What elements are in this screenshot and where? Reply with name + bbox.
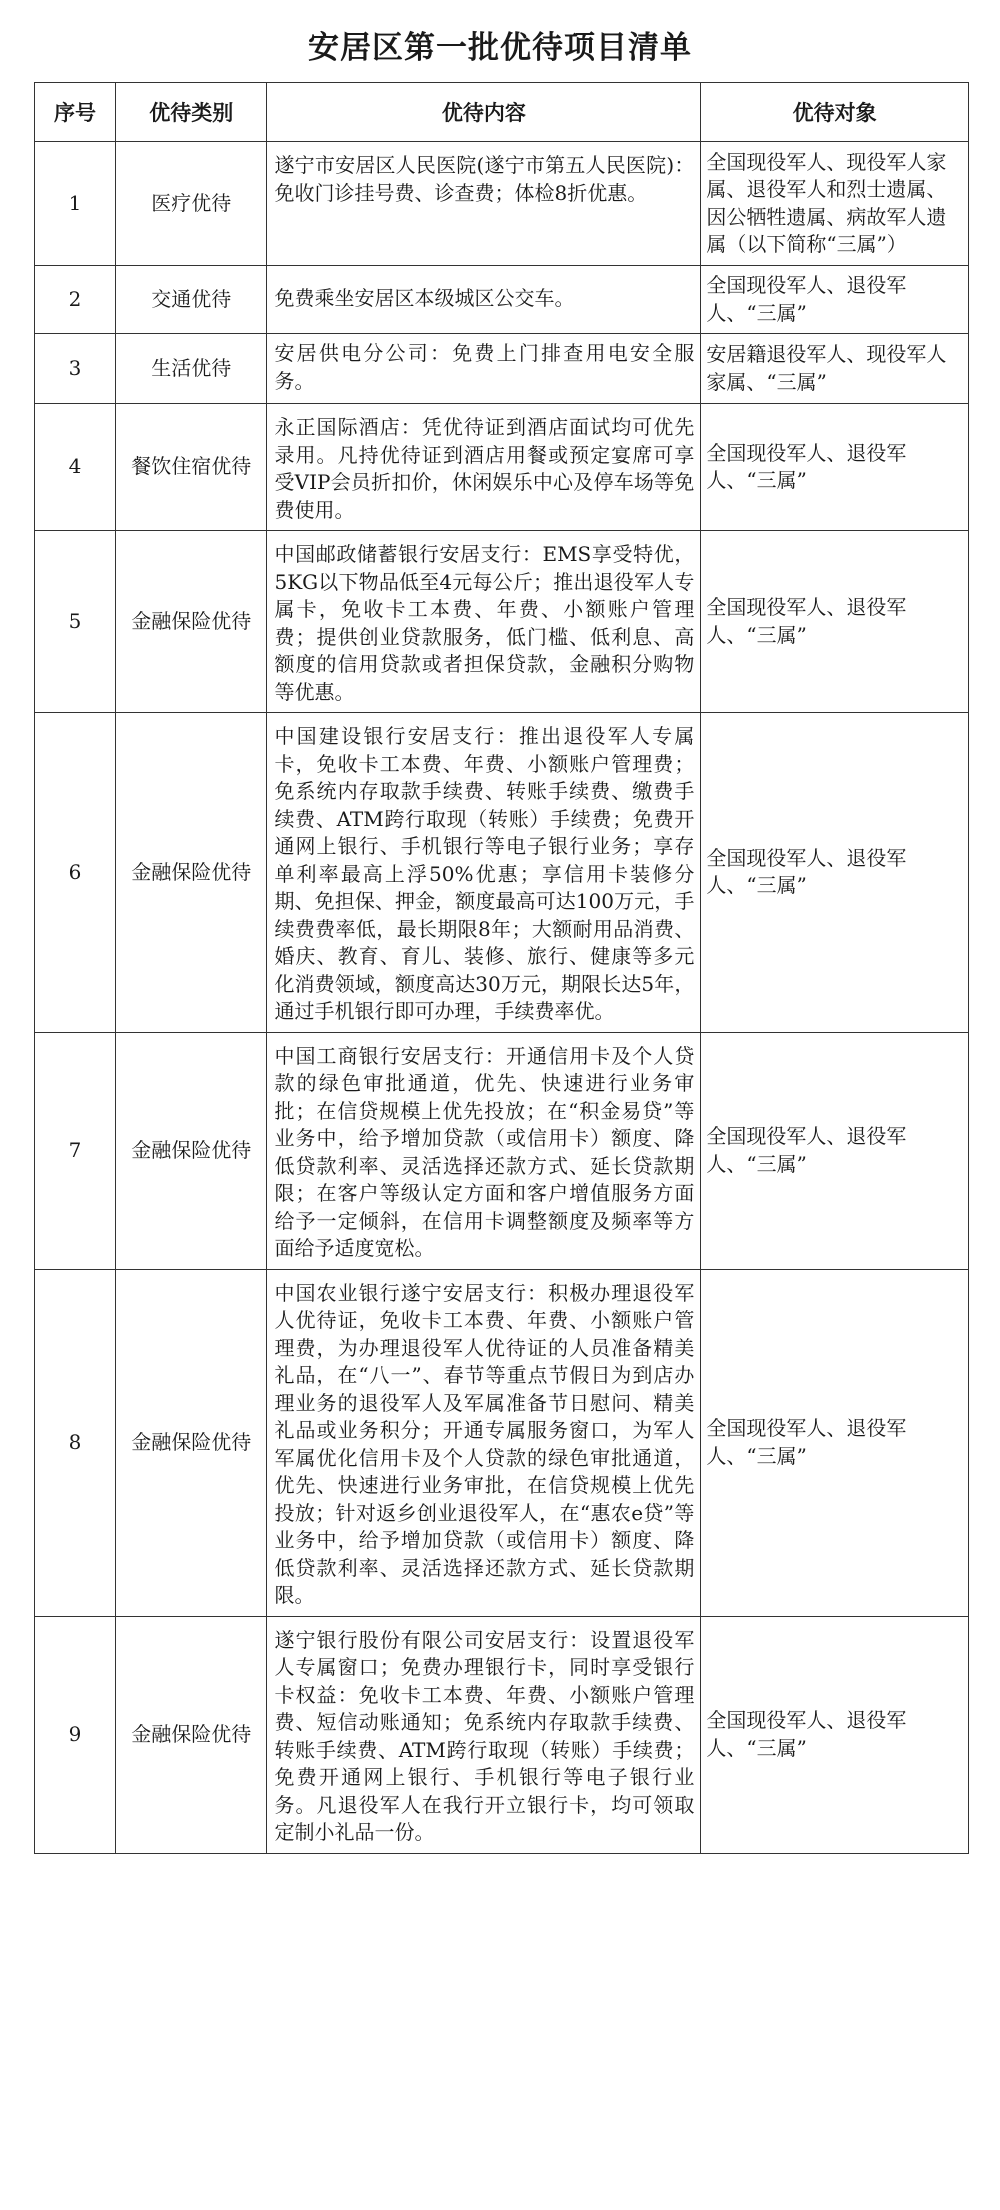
row-category: 金融保险优待	[116, 1032, 267, 1269]
row-index: 2	[35, 266, 116, 334]
header-content: 优待内容	[267, 83, 701, 142]
table-row	[35, 142, 969, 266]
table-row	[35, 404, 969, 531]
row-index: 7	[35, 1032, 116, 1269]
row-content: 中国邮政储蓄银行安居支行：EMS享受特优，5KG以下物品低至4元每公斤；推出退役军人专属卡，免收卡工本费、年费、小额账户管理费；提供创业贷款服务，低门槛、低利息、高额度的信用贷款或者担保贷款，金融积分购物等优惠。	[267, 531, 701, 713]
row-content: 永正国际酒店：凭优待证到酒店面试均可优先录用。凡持优待证到酒店用餐或预定宴席可享受VIP会员折扣价，休闲娱乐中心及停车场等免费使用。	[267, 404, 701, 531]
header-category: 优待类别	[116, 83, 267, 142]
row-target: 全国现役军人、退役军人、“三属”	[701, 1616, 969, 1853]
table-row	[35, 531, 969, 713]
table-header-row	[35, 83, 969, 142]
header-index: 序号	[35, 83, 116, 142]
table-row	[35, 266, 969, 334]
row-category: 交通优待	[116, 266, 267, 334]
table-row	[35, 1032, 969, 1269]
row-content: 免费乘坐安居区本级城区公交车。	[267, 266, 701, 334]
table-row	[35, 1616, 969, 1853]
row-content: 中国工商银行安居支行：开通信用卡及个人贷款的绿色审批通道，优先、快速进行业务审批；在信贷规模上优先投放；在“积金易贷”等业务中，给予增加贷款（或信用卡）额度、降低贷款利率、灵活选择还款方式、延长贷款期限；在客户等级认定方面和客户增值服务方面给予一定倾斜，在信用卡调整额度及频率等方面给予适度宽松。	[267, 1032, 701, 1269]
row-target: 全国现役军人、退役军人、“三属”	[701, 266, 969, 334]
row-content: 安居供电分公司：免费上门排查用电安全服务。	[267, 334, 701, 404]
row-category: 金融保险优待	[116, 531, 267, 713]
row-index: 1	[35, 142, 116, 266]
table-row	[35, 334, 969, 404]
row-category: 医疗优待	[116, 142, 267, 266]
row-target: 全国现役军人、退役军人、“三属”	[701, 1269, 969, 1616]
row-category: 金融保险优待	[116, 1269, 267, 1616]
row-content: 中国农业银行遂宁安居支行：积极办理退役军人优待证，免收卡工本费、年费、小额账户管理费，为办理退役军人优待证的人员准备精美礼品，在“八一”、春节等重点节假日为到店办理业务的退役军人及军属准备节日慰问、精美礼品或业务积分；开通专属服务窗口，为军人军属优化信用卡及个人贷款的绿色审批通道，优先、快速进行业务审批，在信贷规模上优先投放；针对返乡创业退役军人，在“惠农e贷”等业务中，给予增加贷款（或信用卡）额度、降低贷款利率、灵活选择还款方式、延长贷款期限。	[267, 1269, 701, 1616]
row-content: 中国建设银行安居支行：推出退役军人专属卡，免收卡工本费、年费、小额账户管理费；免系统内存取款手续费、转账手续费、缴费手续费、ATM跨行取现（转账）手续费；免费开通网上银行、手机银行等电子银行业务；享存单利率最高上浮50%优惠；享信用卡装修分期、免担保、押金，额度最高可达100万元，手续费费率低，最长期限8年；大额耐用品消费、婚庆、教育、育儿、装修、旅行、健康等多元化消费领域，额度高达30万元，期限长达5年，通过手机银行即可办理，手续费率优。	[267, 713, 701, 1033]
row-target: 全国现役军人、退役军人、“三属”	[701, 1032, 969, 1269]
row-index: 5	[35, 531, 116, 713]
header-target: 优待对象	[701, 83, 969, 142]
row-category: 生活优待	[116, 334, 267, 404]
row-category: 金融保险优待	[116, 1616, 267, 1853]
row-index: 6	[35, 713, 116, 1033]
row-target: 全国现役军人、现役军人家属、退役军人和烈士遗属、因公牺牲遗属、病故军人遗属（以下简称“三属”）	[701, 142, 969, 266]
page-title: 安居区第一批优待项目清单	[308, 30, 692, 66]
row-target: 全国现役军人、退役军人、“三属”	[701, 404, 969, 531]
row-content: 遂宁银行股份有限公司安居支行：设置退役军人专属窗口；免费办理银行卡，同时享受银行卡权益：免收卡工本费、年费、小额账户管理费、短信动账通知；免系统内存取款手续费、转账手续费、ATM跨行取现（转账）手续费；免费开通网上银行、手机银行等电子银行业务。凡退役军人在我行开立银行卡，均可领取定制小礼品一份。	[267, 1616, 701, 1853]
row-target: 全国现役军人、退役军人、“三属”	[701, 713, 969, 1033]
row-index: 9	[35, 1616, 116, 1853]
table-row	[35, 713, 969, 1033]
benefits-table	[34, 82, 969, 1854]
row-target: 安居籍退役军人、现役军人家属、“三属”	[701, 334, 969, 404]
row-target: 全国现役军人、退役军人、“三属”	[701, 531, 969, 713]
row-index: 4	[35, 404, 116, 531]
row-category: 餐饮住宿优待	[116, 404, 267, 531]
row-content: 遂宁市安居区人民医院(遂宁市第五人民医院)：免收门诊挂号费、诊查费；体检8折优惠。	[267, 142, 701, 266]
row-index: 3	[35, 334, 116, 404]
row-index: 8	[35, 1269, 116, 1616]
table-row	[35, 1269, 969, 1616]
row-category: 金融保险优待	[116, 713, 267, 1033]
